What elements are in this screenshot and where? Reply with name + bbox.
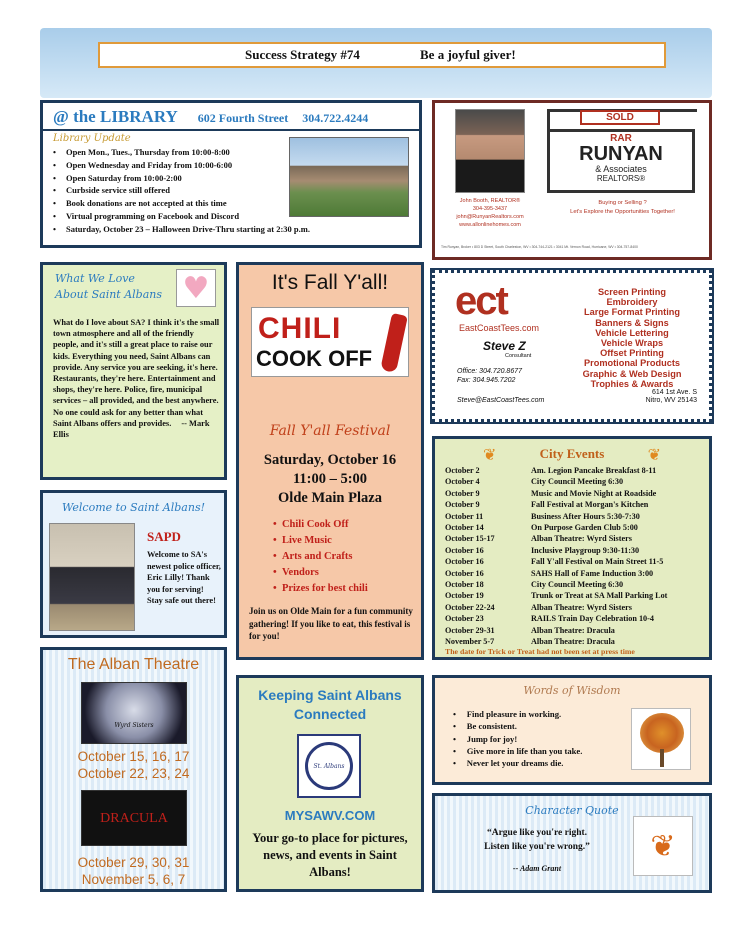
event-name: City Council Meeting 6:30 xyxy=(531,477,624,487)
table-row xyxy=(445,522,667,533)
list-item: Offset Printing xyxy=(600,348,664,359)
event-name: Alban Theatre: Dracula xyxy=(531,637,615,647)
city-seal xyxy=(297,734,361,798)
list-item: • Give more in life than you take. xyxy=(453,745,583,756)
website-link[interactable]: MYSAWV.COM xyxy=(284,808,376,823)
sapd-title: SAPD xyxy=(147,529,181,544)
event-date: October 23 xyxy=(445,614,484,624)
welcome-title: Welcome to Saint Albans! xyxy=(61,501,206,514)
welcome-text: Welcome to SA's newest police officer, Eric Lilly! Thank you for serving! Stay safe out there! xyxy=(147,550,221,605)
character-quote-box xyxy=(432,793,712,893)
event-name: RAILS Train Day Celebration 10-4 xyxy=(531,614,654,624)
event-date: October 14 xyxy=(445,523,484,533)
fall-festival-box xyxy=(236,262,424,660)
event-name: Fall Festival at Morgan's Kitchen xyxy=(531,500,649,510)
runyan-sub2: REALTORS® xyxy=(596,174,646,183)
list-item: • Prizes for best chili xyxy=(273,583,368,594)
maple-leaf-icon: ❦ xyxy=(633,816,693,876)
festival-date: Saturday, October 16 xyxy=(263,452,397,468)
event-name: Fall Y'all Festival on Main Street 11-5 xyxy=(531,557,664,567)
ect-address-2: Nitro, WV 25143 xyxy=(645,397,697,404)
list-item: Large Format Printing xyxy=(584,307,680,318)
list-item: Vehicle Wraps xyxy=(600,338,664,349)
table-row xyxy=(445,545,667,556)
event-name: Business After Hours 5:30-7:30 xyxy=(531,511,640,521)
love-title-2: About Saint Albans xyxy=(55,288,163,301)
leaf-icon: ❦ xyxy=(647,445,661,464)
event-name: Am. Legion Pancake Breakfast 8-11 xyxy=(531,466,657,475)
table-row xyxy=(445,499,667,510)
chili-text: CHILI xyxy=(258,312,342,345)
agent-web: www.allonlinehomes.com xyxy=(459,222,521,228)
list-item: Banners & Signs xyxy=(595,317,669,328)
list-item: Screen Printing xyxy=(598,287,666,297)
event-name: Inclusive Playgroup 9:30-11:30 xyxy=(531,545,640,555)
runyan-name: RUNYAN xyxy=(579,143,663,165)
table-row xyxy=(445,556,667,567)
list-item: Promotional Products xyxy=(584,358,680,369)
table-row xyxy=(445,590,667,601)
list-item: • Book donations are not accepted at this time xyxy=(53,197,419,210)
event-date: October 29-31 xyxy=(445,625,495,635)
runyan-ad xyxy=(432,100,712,260)
dracula-poster: DRACULA xyxy=(81,790,187,846)
table-row xyxy=(445,625,667,636)
list-item: Graphic & Web Design xyxy=(582,368,682,379)
wyrd-sisters-label: Wyrd Sisters xyxy=(114,722,154,729)
event-date: October 15-17 xyxy=(445,534,495,544)
header-motto: Be a joyful giver! xyxy=(420,47,516,62)
event-name: City Council Meeting 6:30 xyxy=(531,580,624,590)
ect-email: Steve@EastCoastTees.com xyxy=(457,397,545,404)
list-item: • Chili Cook Off xyxy=(273,519,349,530)
table-row xyxy=(445,636,667,647)
quote-title: Character Quote xyxy=(525,804,619,817)
event-date: October 2 xyxy=(445,466,480,475)
quote-line-1: “Argue like you're right. xyxy=(486,828,588,838)
list-item: • Jump for joy! xyxy=(453,733,518,744)
ect-logo: ect xyxy=(455,279,507,323)
wisdom-list xyxy=(453,708,582,769)
list-item: • Never let your dreams die. xyxy=(453,758,564,769)
event-date: October 19 xyxy=(445,591,484,601)
city-events-box xyxy=(432,436,712,660)
love-title-1: What We Love xyxy=(55,272,135,285)
event-date: October 9 xyxy=(445,500,480,510)
runyan-tag1: Buying or Selling ? xyxy=(598,200,647,206)
list-item: Embroidery xyxy=(606,297,658,308)
runyan-sub: & Associates xyxy=(595,164,647,174)
keep-connected-box xyxy=(236,675,424,892)
table-row xyxy=(445,465,667,476)
agent-email: john@RunyanRealtors.com xyxy=(456,214,524,220)
table-row xyxy=(445,533,667,544)
ect-services xyxy=(565,287,699,389)
city-events-title: City Events xyxy=(539,446,605,461)
ect-ad xyxy=(432,270,712,422)
wyrd-dates-2: October 22, 23, 24 xyxy=(77,766,190,781)
event-date: October 22-24 xyxy=(445,602,495,612)
welcome-box xyxy=(40,490,227,638)
event-date: October 16 xyxy=(445,545,484,555)
ect-contact-name: Steve Z xyxy=(483,339,526,353)
sold-sign: SOLD xyxy=(580,110,660,125)
table-row xyxy=(445,511,667,522)
list-item: • Open Mon., Tues., Thursday from 10:00-8:00 xyxy=(53,146,419,159)
library-phone: 304.722.4244 xyxy=(302,111,369,125)
what-we-love-box xyxy=(40,262,227,480)
heart-icon: ♥ xyxy=(176,269,216,307)
quote-line-2: Listen like you're wrong.” xyxy=(484,842,590,852)
ect-fax: Fax: 304.945.7202 xyxy=(457,377,516,384)
rar-logo: RAR xyxy=(610,133,632,144)
event-date: October 9 xyxy=(445,488,480,498)
event-name: On Purpose Garden Club 5:00 xyxy=(531,523,638,533)
words-of-wisdom-box xyxy=(432,675,712,785)
list-item: Vehicle Lettering xyxy=(595,327,669,338)
table-row xyxy=(445,488,667,499)
city-seal-text: St. Albans xyxy=(305,742,353,790)
festival-name: Fall Y'all Festival xyxy=(269,423,391,439)
library-box xyxy=(40,100,422,248)
list-item: • Open Saturday from 10:00-2:00 xyxy=(53,172,419,185)
list-item: • Virtual programming on Facebook and Discord xyxy=(53,210,419,223)
list-item: • Curbside service still offered xyxy=(53,184,419,197)
runyan-footer: Tim Runyan, Broker • 803 D Street, South Charleston, WV • 304-744-2121 • 3041 Mt. Vernon Road, Hurricane, WV • 304-757-8400 xyxy=(441,245,638,249)
library-address: 602 Fourth Street xyxy=(197,111,289,125)
agent-photo xyxy=(455,109,525,193)
city-events-table xyxy=(445,465,667,648)
runyan-tag2: Let's Explore the Opportunities Together! xyxy=(570,209,675,215)
festival-place: Olde Main Plaza xyxy=(278,490,382,506)
keep-title-1: Keeping Saint Albans xyxy=(258,687,402,703)
festival-list xyxy=(273,517,368,597)
event-name: Alban Theatre: Wyrd Sisters xyxy=(531,534,632,544)
cookoff-text: COOK OFF xyxy=(256,346,373,371)
library-title: @ the LIBRARY xyxy=(53,107,178,126)
festival-time: 11:00 – 5:00 xyxy=(292,471,368,487)
autumn-tree-icon xyxy=(631,708,691,770)
event-date: October 16 xyxy=(445,557,484,567)
library-photo xyxy=(289,137,409,217)
list-item: • Live Music xyxy=(273,535,332,546)
header-bar xyxy=(98,42,666,68)
event-name: Music and Movie Night at Roadside xyxy=(531,488,657,498)
list-item: Trophies & Awards xyxy=(590,378,674,389)
fall-title: It's Fall Y'all! xyxy=(271,271,389,294)
agent-name: John Booth, REALTOR® xyxy=(459,198,521,204)
alban-theatre-box xyxy=(40,647,227,892)
table-row xyxy=(445,568,667,579)
ect-web: EastCoastTees.com xyxy=(459,323,540,333)
keep-title-2: Connected xyxy=(293,706,367,722)
table-row xyxy=(445,476,667,487)
dracula-dates-1: October 29, 30, 31 xyxy=(77,855,190,870)
list-item: • Arts and Crafts xyxy=(273,551,353,562)
love-text: What do I love about SA? I think it's the small town atmosphere and all of the friendly people, and it's still a great place to raise our kids. Everything you need, Saint Albans can provide. Any service you are seeking, it's here. Restaurants, they're here. Entertainment and shops, they're here. Police, fire, municipal services – all provided, and the best anywhere. No one could ask for any better than what Saint Albans offers and provides. xyxy=(53,318,220,428)
ect-office: Office: 304.720.8677 xyxy=(457,368,522,375)
table-row xyxy=(445,602,667,613)
wyrd-dates-1: October 15, 16, 17 xyxy=(77,749,190,764)
event-name: Alban Theatre: Wyrd Sisters xyxy=(531,602,632,612)
city-events-note: The date for Trick or Treat had not been set at press time xyxy=(445,647,635,656)
police-photo xyxy=(49,523,135,631)
table-row xyxy=(445,613,667,624)
list-item: • Find pleasure in working. xyxy=(453,709,562,719)
quote-author: -- Adam Grant xyxy=(512,864,562,873)
ect-role: Consultant xyxy=(505,353,532,359)
list-item: • Open Wednesday and Friday from 10:00-6:00 xyxy=(53,159,419,172)
event-name: Trunk or Treat at SA Mall Parking Lot xyxy=(531,591,668,601)
list-item: • Be consistent. xyxy=(453,721,517,732)
event-date: November 5-7 xyxy=(445,637,495,647)
wyrd-sisters-poster xyxy=(81,682,187,744)
ect-address-1: 614 1st Ave. S xyxy=(651,389,697,396)
event-name: SAHS Hall of Fame Induction 3:00 xyxy=(531,568,654,578)
list-item: • Saturday, October 23 – Halloween Drive-Thru starting at 2:30 p.m. xyxy=(53,223,419,236)
success-strategy: Success Strategy #74 xyxy=(245,47,360,62)
chili-cookoff-logo xyxy=(251,307,409,377)
alban-title: The Alban Theatre xyxy=(67,656,200,673)
festival-text: Join us on Olde Main for a fun community gathering! If you like to eat, this festival is for you! xyxy=(249,606,413,641)
library-update-label: Library Update xyxy=(53,133,131,144)
leaf-icon: ❦ xyxy=(483,445,497,464)
event-date: October 18 xyxy=(445,580,484,590)
table-row xyxy=(445,579,667,590)
event-date: October 11 xyxy=(445,511,484,521)
love-author: -- Mark Ellis xyxy=(53,418,210,440)
agent-phone: 304-395-3437 xyxy=(472,206,508,212)
keep-text: Your go-to place for pictures, news, and events in Saint Albans! xyxy=(252,831,408,879)
dracula-dates-2: November 5, 6, 7 xyxy=(81,872,186,887)
chili-pepper-icon xyxy=(380,313,408,373)
list-item: • Vendors xyxy=(273,567,319,578)
wisdom-title: Words of Wisdom xyxy=(523,684,621,697)
event-date: October 4 xyxy=(445,477,480,487)
event-name: Alban Theatre: Dracula xyxy=(531,625,615,635)
event-date: October 16 xyxy=(445,568,484,578)
